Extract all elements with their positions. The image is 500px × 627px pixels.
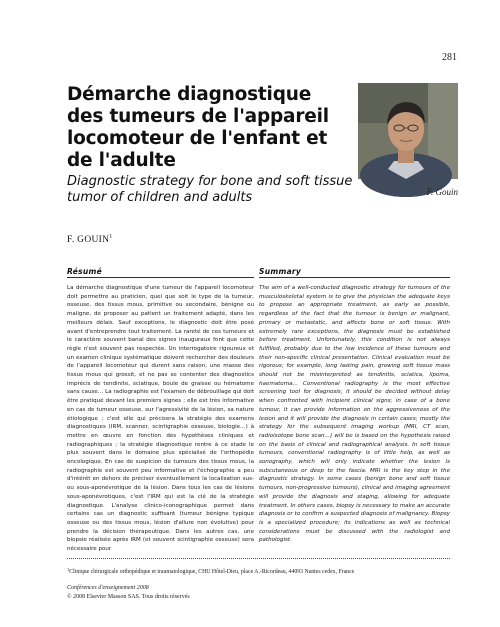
copyright-line: © 2008 Elsevier Masson SAS. Tous droits réservés — [67, 594, 190, 600]
page-number: 281 — [442, 52, 457, 63]
footnote-divider — [67, 558, 450, 559]
author-portrait-image — [358, 83, 458, 179]
article-subtitle: Diagnostic strategy for bone and soft tissue tumor of children and adults — [67, 174, 353, 205]
summary-heading-rule — [259, 277, 450, 278]
article-title: Démarche diagnostique des tumeurs de l'appareil locomoteur de l'enfant et de l'adulte — [67, 84, 329, 171]
resume-heading-rule — [67, 277, 254, 278]
resume-heading: Résumé — [67, 267, 102, 276]
photo-caption: F. Gouin — [426, 187, 458, 197]
resume-text: La démarche diagnostique d'une tumeur de l'appareil locomoteur doit permettre au praticien, quel que soit le type de la tumeur, osseuse, des tissus mous, primitive ou secondaire, bénigne ou maligne, de proposer au patient un traitement adapté, dans les meilleurs délais. Sauf exceptions, le diagnostic doit être posé avant d'entreprendre tout traitement. La rareté de ces tumeurs et le caractère souvent banal des signes inauguraux font que cette règle n'est souvent pas respectée. Un interrogatoire rigoureux et un examen clinique systématique doivent rechercher des douleurs de l'appareil locomoteur qui durent sans raison, une masse des tissus mous qui grossit, et ne pas se contenter des diagnostics imprécis de tendinite, sciatique, boule de graisse ou hématome sans cause… La radiographie est l'examen de débrouillage qui doit être pratiqué devant les premiers signes ; elle est très informative en cas de tumeur osseuse, sur l'agressivité de la lésion, sa nature étiologique ; c'est elle qui précisera la stratégie des examens diagnostiques (IRM, scanner, scintigraphie osseuse, biologie…) à mettre en œuvre en fonction des hypothèses cliniques et radiographiques ; la stratégie diagnostique rentre à ce stade le plus souvent dans le domaine plus spécialisé de l'orthopédie oncologique. En cas de suspicion de tumeurs des tissus mous, la radiographie est souvent peu informative et l'échographie a peu d'intérêt en dehors de préciser éventuellement la localisation sus- ou sous-aponévrotique de la lésion. Dans tous les cas de lésions sous-aponévrotiques, c'est l'IRM qui est la clé de la stratégie diagnostique. L'analyse clinico-iconographique permet dans certains cas un diagnostic suffisant (tumeur bénigne typique osseuse ou des tissus mous, lésion d'allure non évolutive) pour prendre la décision thérapeutique. Dans les autres cas, une biopsie réalisée après IRM (et souvent scintigraphie osseuse) sera nécessaire pour — [67, 285, 254, 553]
author-photo — [358, 83, 458, 179]
footnote — [67, 567, 457, 575]
author-name: F. GOUIN — [67, 235, 110, 245]
author-affiliation-mark: 1 — [109, 234, 113, 240]
summary-text: The aim of a well-conducted diagnostic strategy for tumours of the musculoskeletal system is to give the physician the adequate keys to propose an appropriate treatment, as early as possible, regardless of the fact that the tumour is benign or malignant, primary or metastatic, and affects bone or soft tissue. With extremely rare exceptions, the diagnosis must be established before treatment. Unfortunately, this condition is not always fulfilled, probably due to the low incidence of these tumours and their non-specific clinical presentation. Clinical evaluation must be rigorous; for example, long lasting pain, growing soft tissue mass should not be misinterpreted as tendinitis, sciatica, lipoma, haematoma… Conventional radiography is the most effective screening tool for diagnosis; it should be decided without delay when confronted with incipient clinical signs; in case of a bone tumour, it can provide information on the aggressiveness of the lesion and it will provide the diagnosis in certain cases; mostly the strategy for the subsequent imaging workup (MRI, CT scan, radioisotope bone scan…) will be is based on the hypothesis raised on the basis of clinical and radiographical analysis. In soft tissue tumours, conventional radiography is of little help, as well as sonography, which will only indicate whether the lesion is subcutaneous or deep to the fascia. MRI is the key step in the diagnostic strategy. In some cases (benign bone and soft tissue tumours, non-progressive tumours), clinical and imaging agreement will provide the diagnosis and staging, allowing for adequate treatment. In others cases, biopsy is necessary to make an accurate diagnosis or to confirm a suspected diagnosis of malignancy. Biopsy is a specialized procedure; its indications as well as technical considerations must be discussed with the radiologist and pathologist. — [259, 285, 450, 544]
footnote-mark: 1 — [67, 567, 70, 572]
journal-name: Conférences d'enseignement 2008 — [67, 585, 149, 591]
author-line — [67, 234, 113, 245]
summary-heading: Summary — [259, 267, 302, 276]
footnote-text: Clinique chirurgicale orthopédique et traumatologique, CHU Hôtel-Dieu, place A.-Ricordeau, 44093 Nantes cedex, France — [69, 569, 355, 575]
